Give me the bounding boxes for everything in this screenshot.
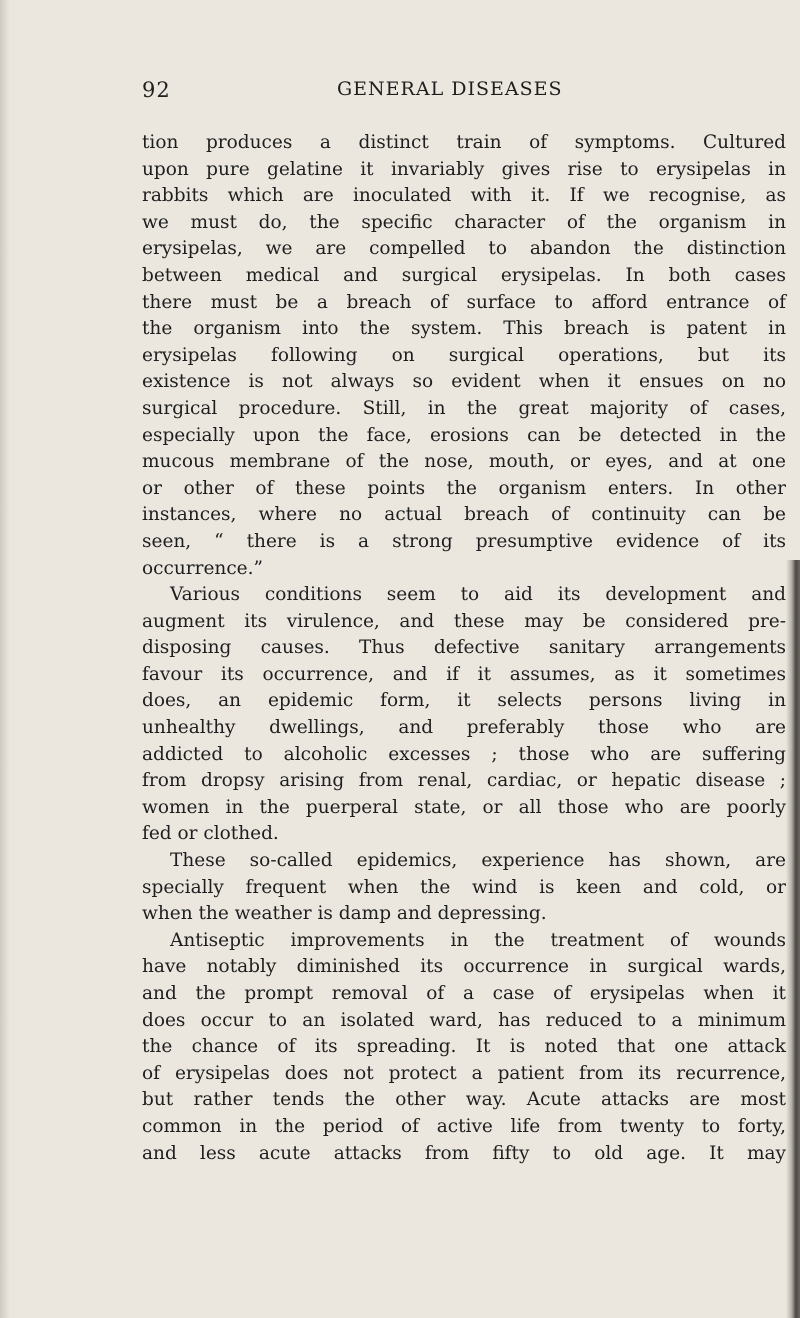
text-line: does occur to an isolated ward, has reduced to a minimum <box>142 1009 786 1031</box>
text-line: rabbits which are inoculated with it. If we recognise, as <box>142 185 786 207</box>
text-line: have notably diminished its occurrence in surgical wards, <box>142 956 786 978</box>
text-line: the organism into the system. This breach is patent in <box>142 318 786 340</box>
text-line: erysipelas, we are compelled to abandon the distinction <box>142 238 786 260</box>
text-line: but rather tends the other way. Acute attacks are most <box>142 1089 786 1111</box>
body-text <box>142 130 786 1167</box>
text-line: Antiseptic improvements in the treatment of wounds <box>170 929 786 951</box>
text-line: unhealthy dwellings, and preferably those who are <box>142 717 786 739</box>
text-line: existence is not always so evident when it ensues on no <box>142 371 786 393</box>
text-line: disposing causes. Thus defective sanitary arrangements <box>142 637 786 659</box>
text-line: and less acute attacks from fifty to old age. It may <box>142 1142 786 1164</box>
text-line: surgical procedure. Still, in the great majority of cases, <box>142 397 786 419</box>
running-head: GENERAL DISEASES <box>337 78 563 100</box>
page-left-shadow <box>0 0 10 1318</box>
text-line: or other of these points the organism enters. In other <box>142 477 786 499</box>
text-line: These so-called epidemics, experience has shown, are <box>170 850 786 872</box>
text-line: between medical and surgical erysipelas. In both cases <box>142 264 786 286</box>
text-line: instances, where no actual breach of continuity can be <box>142 504 786 526</box>
text-line: mucous membrane of the nose, mouth, or eyes, and at one <box>142 451 786 473</box>
text-line: especially upon the face, erosions can be detected in the <box>142 424 786 446</box>
text-line: Various conditions seem to aid its development and <box>170 584 786 606</box>
page-number: 92 <box>142 78 171 102</box>
text-line: does, an epidemic form, it selects persons living in <box>142 690 786 712</box>
text-line: seen, “ there is a strong presumptive evidence of its <box>142 530 786 552</box>
text-line: there must be a breach of surface to afford entrance of <box>142 291 786 313</box>
text-line: upon pure gelatine it invariably gives rise to erysipelas in <box>142 158 786 180</box>
text-line: and the prompt removal of a case of erysipelas when it <box>142 983 786 1004</box>
text-line: occurrence.” <box>142 557 263 579</box>
text-line: common in the period of active life from twenty to forty, <box>142 1115 786 1137</box>
page-edge-shadow <box>786 560 800 1318</box>
page-header <box>142 78 790 112</box>
text-line: favour its occurrence, and if it assumes, as it sometimes <box>142 663 786 685</box>
text-line: erysipelas following on surgical operations, but its <box>142 344 786 366</box>
text-line: fed or clothed. <box>142 823 279 845</box>
text-line: women in the puerperal state, or all those who are poorly <box>142 796 786 818</box>
text-line: addicted to alcoholic excesses ; those who are suffering <box>142 743 786 765</box>
text-line: we must do, the specific character of the organism in <box>142 211 786 233</box>
text-line: augment its virulence, and these may be considered pre- <box>142 610 786 632</box>
text-line: from dropsy arising from renal, cardiac, or hepatic disease ; <box>142 770 786 792</box>
text-line: specially frequent when the wind is keen and cold, or <box>142 876 786 898</box>
text-line: tion produces a distinct train of symptoms. Cultured <box>142 132 786 153</box>
text-line: the chance of its spreading. It is noted that one attack <box>142 1036 786 1058</box>
text-line: when the weather is damp and depressing. <box>142 903 547 925</box>
text-line: of erysipelas does not protect a patient from its recurrence, <box>142 1062 786 1084</box>
